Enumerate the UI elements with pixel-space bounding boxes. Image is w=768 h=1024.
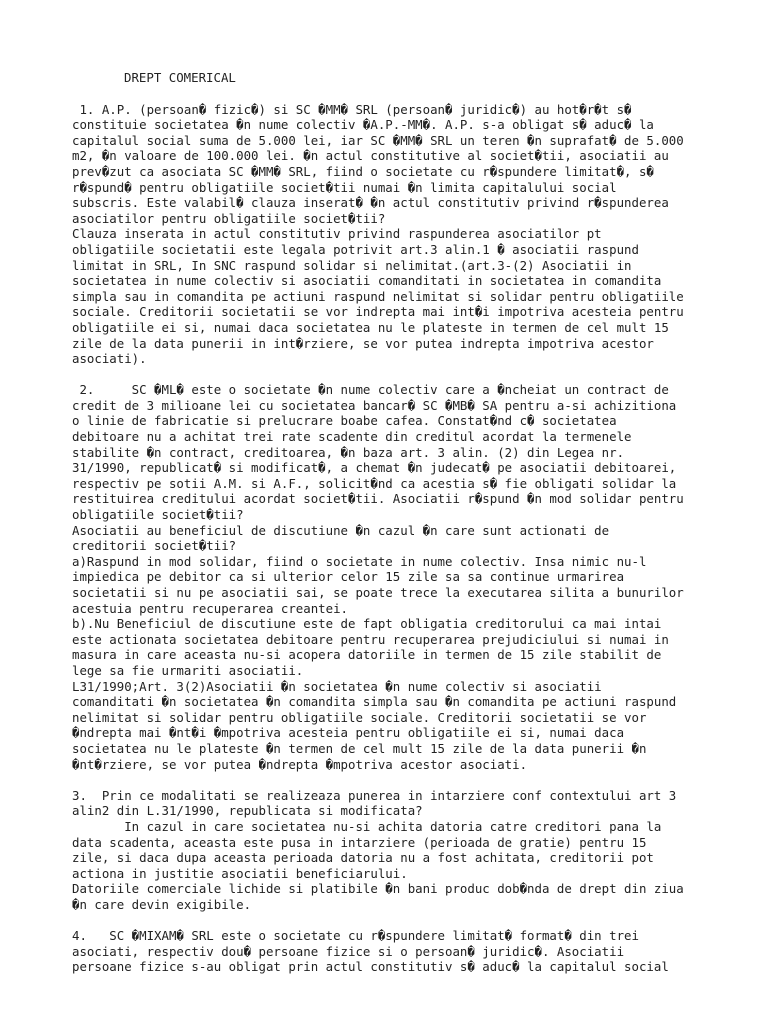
text-line: simpla sau in comandita pe actiuni raspund nelimitat si solidar pentru obligatiile — [72, 288, 684, 304]
document-blocks — [72, 102, 762, 975]
text-line: societatii si nu pe asociatii sai, se poate trece la executarea silita a bunurilor — [72, 585, 684, 600]
text-line: respectiv pe sotii A.M. si A.F., solicit�nd ca acestia s� fie obligati solidar la — [72, 475, 677, 491]
text-line: Datoriile comerciale lichide si platibile �n bani produc dob�nda de drept din ziua — [72, 881, 684, 897]
text-line: stabilite �n contract, creditoarea, �n baza art. 3 alin. (2) din Legea nr. — [72, 444, 625, 460]
text-line: Clauza inserata in actul constitutiv privind raspunderea asociatilor pt — [72, 226, 602, 242]
text-line: alin2 din L.31/1990, republicata si modificata? — [72, 803, 423, 819]
text-line: asociati, respectiv dou� persoane fizice si o persoan� juridic�. Asociatii — [72, 943, 625, 959]
text-line: �nt�rziere, se vor putea �ndrepta �mpotriva acestor asociati. — [72, 756, 528, 772]
text-line: m2, �n valoare de 100.000 lei. �n actul constitutive al societ�tii, asociatii au — [72, 148, 669, 164]
text-line: prev�zut ca asociata SC �MM� SRL, fiind o societate cu r�spundere limitat�, s� — [72, 163, 654, 179]
text-line: obligatiile ei si, numai daca societatea nu le plateste in termen de cel mult 15 — [72, 319, 669, 335]
text-line: sociale. Creditorii societatii se vor indrepta mai int�i impotriva acesteia pentru — [72, 304, 684, 320]
text-line: capitalul social suma de 5.000 lei, iar SC �MM� SRL un teren �n suprafat� de 5.000 — [72, 132, 684, 148]
text-line: �ndrepta mai �nt�i �mpotriva acesteia pentru obligatiile ei si, numai daca — [72, 725, 625, 741]
block-spacer — [72, 772, 762, 788]
text-line: este actionata societatea debitoare pentru recuperarea prejudiciului si numai in — [72, 631, 669, 647]
text-line: lege sa fie urmariti asociatii. — [72, 662, 304, 678]
document-title: DREPT COMERICAL — [124, 70, 236, 85]
text-line: debitoare nu a achitat trei rate scadente din creditul acordat la termenele — [72, 429, 632, 445]
text-line: 4. SC �MIXAM� SRL este o societate cu r�spundere limitat� format� din trei — [72, 928, 639, 944]
text-line: creditorii societ�tii? — [72, 538, 237, 554]
block-spacer — [72, 367, 762, 383]
text-line: masura in care aceasta nu-si acopera datoriile in termen de 15 zile stabilit de — [72, 647, 662, 663]
text-line: acestuia pentru recuperarea creantei. — [72, 600, 349, 616]
text-line: 3. Prin ce modalitati se realizeaza punerea in intarziere conf contextului art 3 — [72, 787, 677, 803]
text-line: comanditati �n societatea �n comandita simpla sau �n comandita pe actiuni raspund — [72, 694, 677, 710]
text-line: o linie de fabricatie si prelucrare boabe cafea. Constat�nd c� societatea — [72, 413, 617, 429]
text-line: limitat in SRL, In SNC raspund solidar si nelimitat.(art.3-(2) Asociatii in — [72, 257, 632, 273]
question-block — [72, 788, 762, 913]
text-line: asociati). — [72, 351, 147, 367]
text-line: Asociatii au beneficiul de discutiune �n cazul �n care sunt actionati de — [72, 522, 610, 538]
text-line: zile de la data punerii in int�rziere, se vor putea indrepta impotriva acestor — [72, 335, 654, 351]
text-line: b).Nu Beneficiul de discutiune este de fapt obligatia creditorului ca mai intai — [72, 616, 662, 632]
question-block — [72, 382, 762, 772]
text-line: subscris. Este valabil� clauza inserat� �n actul constitutiv privind r�spunderea — [72, 195, 669, 211]
document-body — [72, 70, 762, 975]
text-line: r�spund� pentru obligatiile societ�tii numai �n limita capitalului social — [72, 179, 617, 195]
text-line: �n care devin exigibile. — [72, 896, 252, 912]
text-line: nelimitat si solidar pentru obligatiile sociale. Creditorii societatii se vor — [72, 709, 647, 725]
text-line: 31/1990, republicat� si modificat�, a chemat �n judecat� pe asociatii debitoarei, — [72, 460, 677, 476]
text-line: L31/1990;Art. 3(2)Asociatii �n societatea �n nume colectiv si asociatii — [72, 678, 602, 694]
text-line: societatea nu le plateste �n termen de cel mult 15 zile de la data punerii �n — [72, 740, 647, 756]
text-line: obligatiile societ�tii? — [72, 507, 244, 523]
text-line: impiedica pe debitor ca si ulterior celor 15 zile sa sa continue urmarirea — [72, 569, 625, 585]
text-line: actiona in justitie asociatii beneficiarului. — [72, 865, 408, 881]
text-line: In cazul in care societatea nu-si achita datoria catre creditori pana la — [72, 818, 662, 834]
block-spacer — [72, 912, 762, 928]
text-line: 1. A.P. (persoan� fizic�) si SC �MM� SRL (persoan� juridic�) au hot�r�t s� — [72, 101, 632, 117]
text-line: constituie societatea �n nume colectiv �A.P.-MM�. A.P. s-a obligat s� aduc� la — [72, 117, 654, 133]
text-line: 2. SC �ML� este o societate �n nume colectiv care a �ncheiat un contract de — [72, 382, 669, 398]
text-line: societatea in nume colectiv si asociatii comanditati in societatea in comandita — [72, 273, 662, 289]
text-line: restituirea creditului acordat societ�tii. Asociatii r�spund �n mod solidar pentru — [72, 491, 684, 507]
question-block — [72, 928, 762, 975]
text-line: zile, si daca dupa aceasta perioada datoria nu a fost achitata, creditorii pot — [72, 850, 654, 866]
text-line: obligatiile societatii este legala potrivit art.3 alin.1 � asociatii raspund — [72, 241, 639, 257]
text-line: persoane fizice s-au obligat prin actul constitutiv s� aduc� la capitalul social — [72, 959, 669, 975]
question-block — [72, 102, 762, 367]
text-line: a)Raspund in mod solidar, fiind o societate in nume colectiv. Insa nimic nu-l — [72, 553, 647, 569]
text-line: credit de 3 milioane lei cu societatea bancar� SC �MB� SA pentru a-si achizitiona — [72, 397, 677, 413]
text-line: data scadenta, aceasta este pusa in intarziere (perioada de gratie) pentru 15 — [72, 834, 647, 850]
text-line: asociatilor pentru obligatiile societ�tii? — [72, 210, 386, 226]
